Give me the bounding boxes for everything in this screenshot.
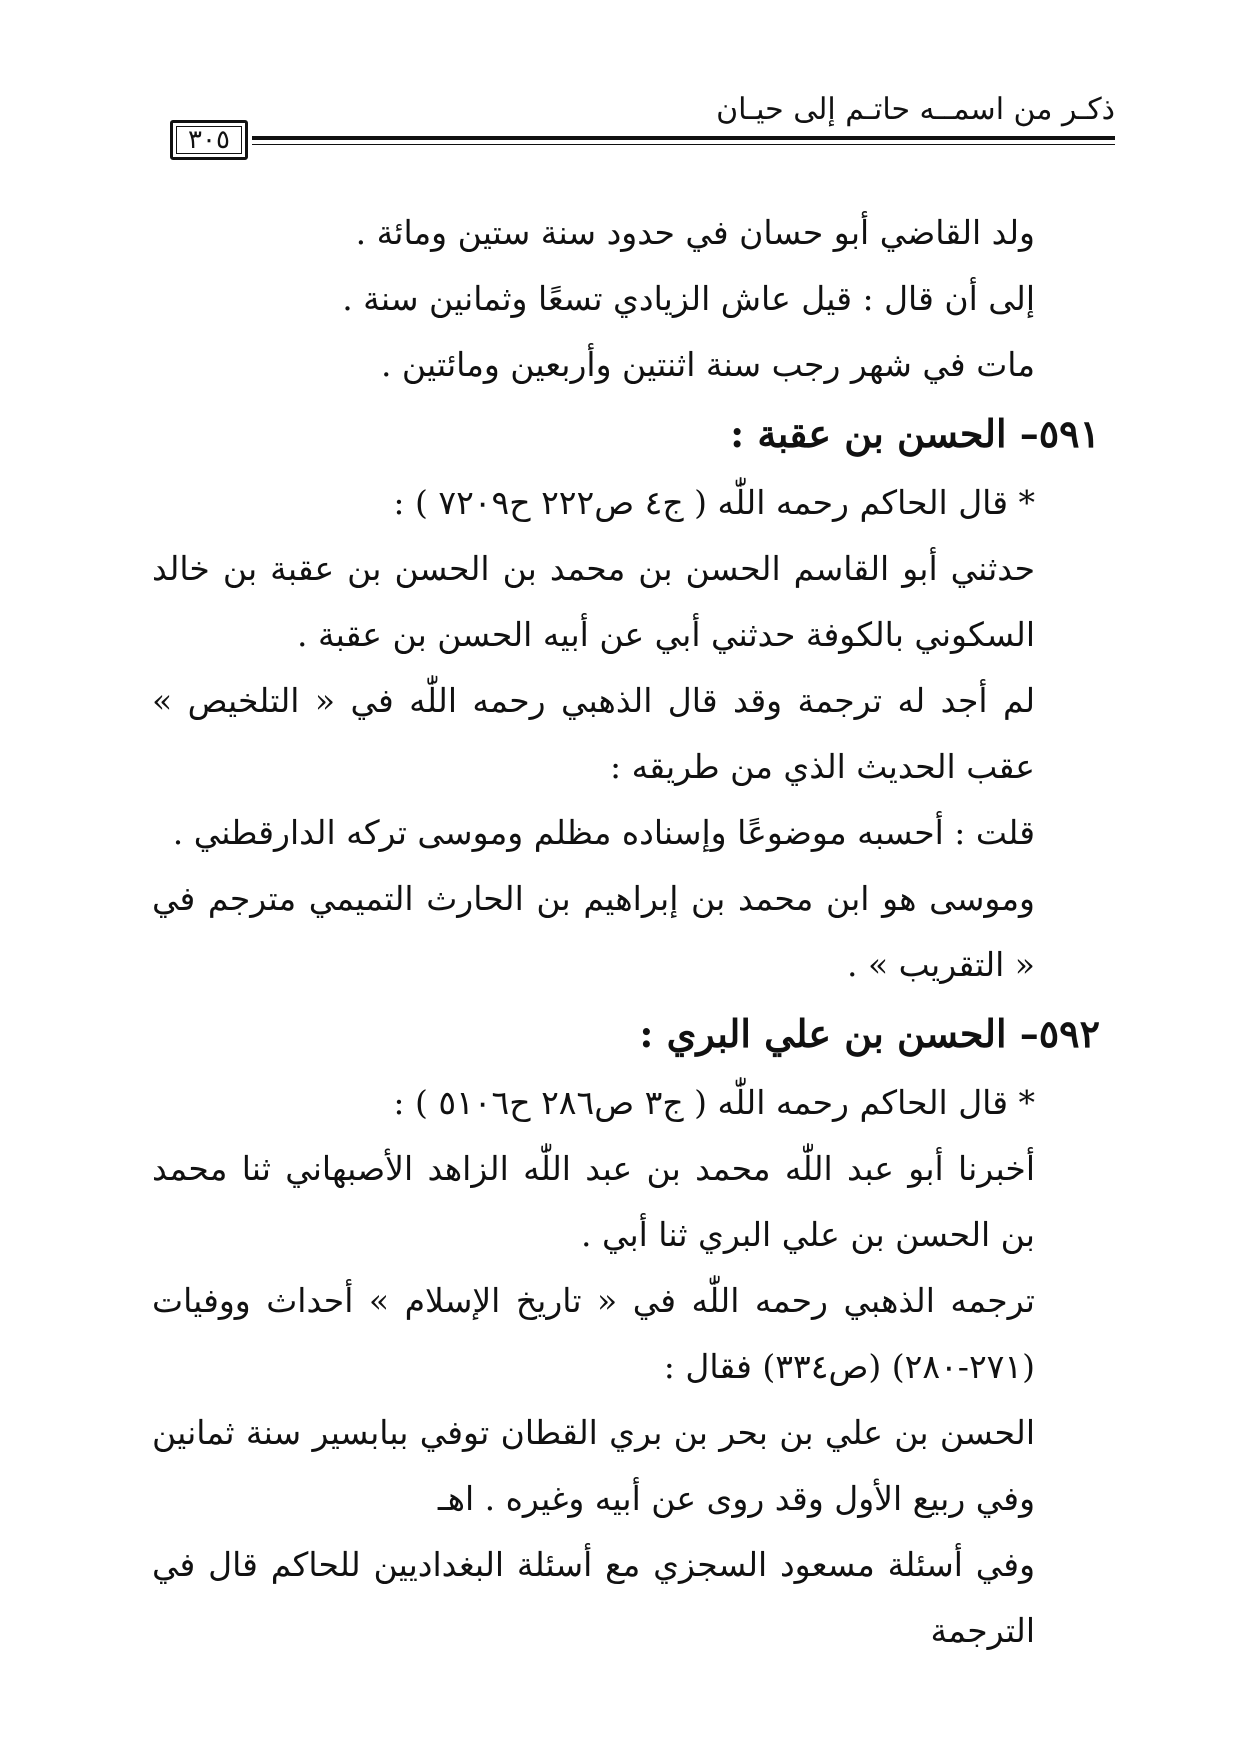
entry-heading-592: ٥٩٢– الحسن بن علي البري : [639, 1011, 1100, 1056]
entry-heading-591: ٥٩١– الحسن بن عقبة : [730, 411, 1100, 456]
header-rule-thin [252, 144, 1115, 145]
source-citation: * قال الحاكم رحمه اللّٰه ( ج٤ ص٢٢٢ ح٧٢٠٩ ) : [393, 483, 1035, 522]
text-line: إلى أن قال : قيل عاش الزيادي تسعًا وثمانين سنة . [342, 279, 1035, 318]
paragraph: لم أجد له ترجمة وقد قال الذهبي رحمه اللّٰه في « التلخيص » عقب الحديث الذي من طريقه : [152, 681, 1035, 786]
quoted-paragraph: قلت : أحسبه موضوعًا وإسناده مظلم وموسى تركه الدارقطني . [172, 813, 1035, 852]
text-line: ولد القاضي أبو حسان في حدود سنة ستين ومائة . [355, 213, 1035, 252]
header-rule-thick [252, 136, 1115, 140]
paragraph: ترجمه الذهبي رحمه اللّٰه في « تاريخ الإسلام » أحداث ووفيات (٢٧١-٢٨٠) (ص٣٣٤) فقال : [152, 1281, 1035, 1386]
text-line: مات في شهر رجب سنة اثنتين وأربعين ومائتين . [380, 345, 1035, 384]
paragraph: أخبرنا أبو عبد اللّٰه محمد بن عبد اللّٰه الزاهد الأصبهاني ثنا محمد بن الحسن بن علي البري ثنا أبي . [152, 1149, 1035, 1254]
quoted-paragraph: الحسن بن علي بن بحر بن بري القطان توفي ببابسير سنة ثمانين وفي ربيع الأول وقد روى عن أبيه وغيره . اهـ [152, 1413, 1035, 1518]
paragraph: وموسى هو ابن محمد بن إبراهيم بن الحارث التميمي مترجم في « التقريب » . [152, 879, 1035, 984]
paragraph: وفي أسئلة مسعود السجزي مع أسئلة البغداديين للحاكم قال في الترجمة [152, 1545, 1035, 1650]
page-number [170, 120, 248, 160]
running-title: ذكـر من اسمــه حاتـم إلى حيـان [716, 92, 1115, 127]
paragraph: حدثني أبو القاسم الحسن بن محمد بن الحسن بن عقبة بن خالد السكوني بالكوفة حدثني أبي عن أبيه الحسن بن عقبة . [152, 549, 1035, 654]
source-citation: * قال الحاكم رحمه اللّٰه ( ج٣ ص٢٨٦ ح٥١٠٦ ) : [393, 1083, 1035, 1122]
page-number-text: ٣٠٥ [188, 125, 230, 155]
page-body [152, 200, 1100, 1664]
